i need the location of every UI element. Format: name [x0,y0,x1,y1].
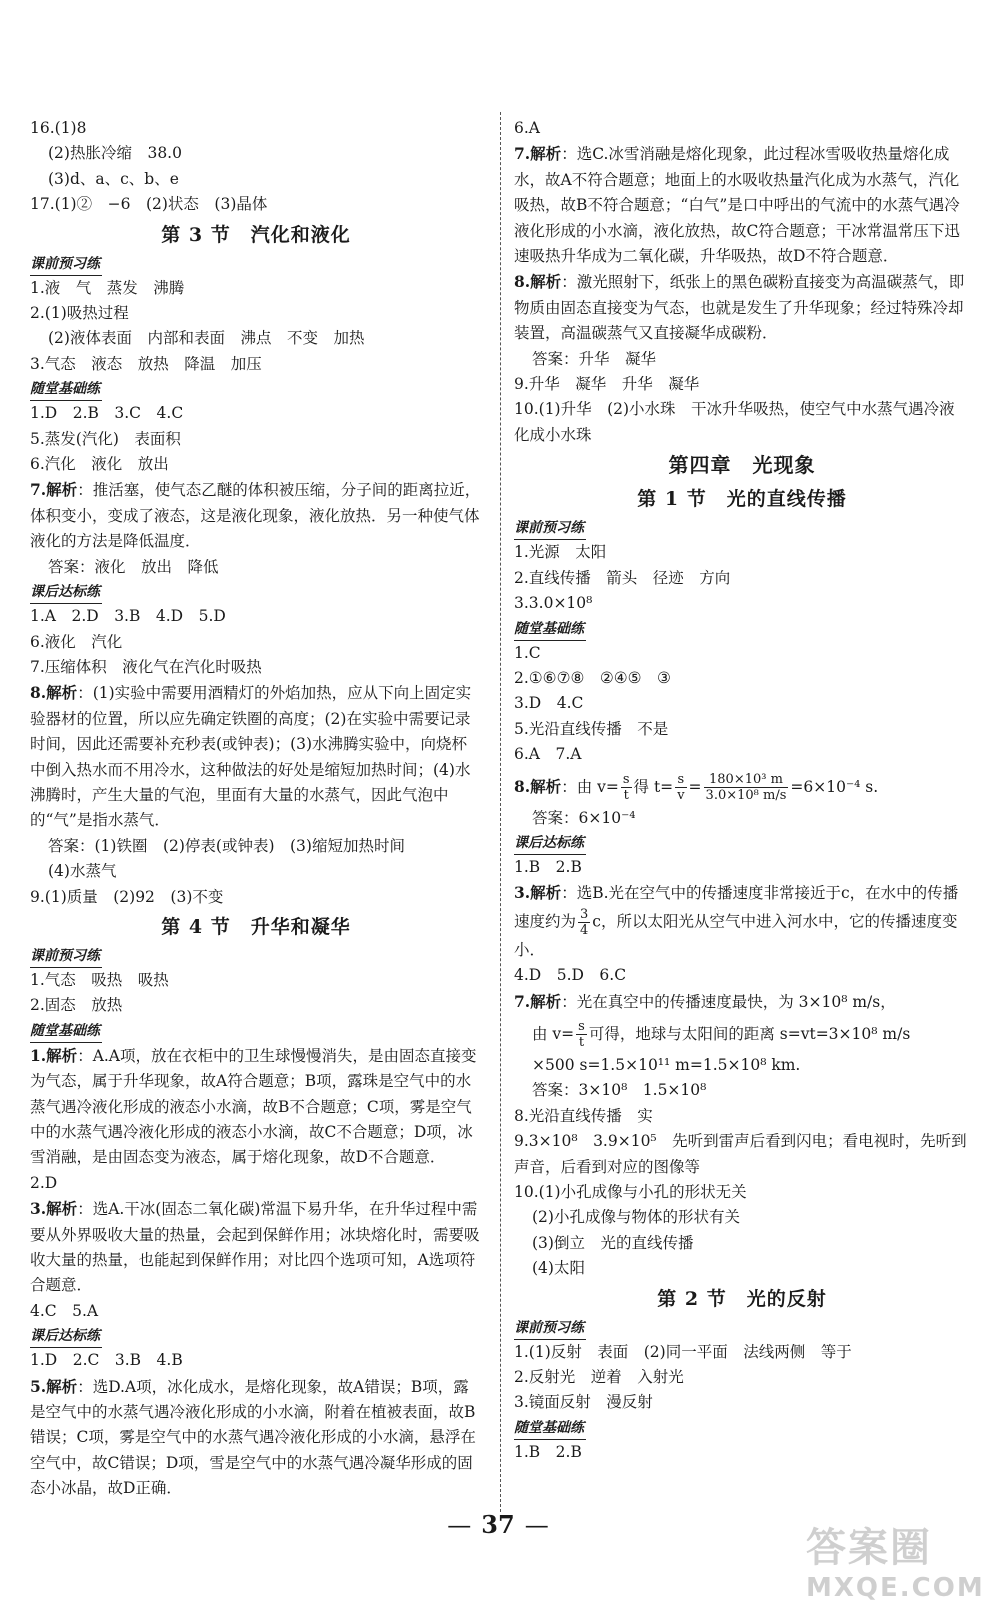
explanation: 7.解析：选C.冰雪消融是熔化现象，此过程冰雪吸收热量熔化成水，故A不符合题意；地面上的水吸收热量汽化成为水蒸气，汽化吸热，故B不符合题意；“白气”是口中呼出的气流中的水蒸气遇冷液化形成的小水滴，液化放热，故C符合题意；干冰常温常压下迅速吸热升华成为二氧化碳，升华吸热，故D不符合题意． [514,144,960,266]
answer-line: 7.压缩体积 液化气在汽化时吸热 [30,657,262,676]
answer-line: 1.(1)反射 表面 (2)同一平面 法线两侧 等于 [514,1342,852,1361]
explanation: 3.解析：选A.干冰(固态二氧化碳)常温下易升华，在升华过程中需要从外界吸收大量的热量，会起到保鲜作用；冰块熔化时，需要吸收大量的热量，也能起到保鲜作用；对比四个选项可知，A选项符合题意． [30,1199,480,1295]
answer-line: (4)水蒸气 [48,862,117,881]
page-number: 37 [481,1510,515,1539]
answer-line: 6.液化 汽化 [30,632,123,651]
answer-line: 2.固态 放热 [30,996,123,1015]
answer-line: 17.(1)② −6 (2)状态 (3)晶体 [30,195,268,214]
answer-line: 5.蒸发(汽化) 表面积 [30,429,181,448]
answer-line: 1.D 2.B 3.C 4.C [30,404,184,423]
explanation: 8.解析：激光照射下，纸张上的黑色碳粉直接变为高温碳蒸气，即物质由固态直接变为气态，也就是发生了升华现象；经过特殊冷却装置，高温碳蒸气又直接凝华成碳粉． [514,272,965,343]
answer-line: 16.(1)8 [30,119,87,137]
fraction: $\frac{s}{v}$ [677,772,685,804]
left-column [30,116,482,1502]
answer-line: (3)d、a、c、b、e [48,169,179,188]
answer-line: 3.镜面反射 漫反射 [514,1393,653,1412]
explanation: 1.解析：A.A项，放在衣柜中的卫生球慢慢消失，是由固态直接变为气态，属于升华现象，故A符合题意；B项，露珠是空气中的水蒸气遇冷液化形成的液态小水滴，故B不合题意；C项，雾是空气中的水蒸气遇冷液化形成的液态小水滴，故C不合题意；D项，冰雪消融，是由固态变为液态，属于熔化现象，故D不合题意． [30,1045,477,1167]
section-heading: 第 4 节 升华和凝华 [161,915,351,938]
answer-line: 2.D [30,1173,58,1192]
answer-line: 9.升华 凝华 升华 凝华 [514,375,700,394]
exercise-label: 随堂基础练 [30,378,102,401]
answer-line: 2.(1)吸热过程 [30,304,129,323]
answer-line: (2)液体表面 内部和表面 沸点 不变 加热 [48,329,365,348]
exercise-label: 课前预习练 [30,945,102,968]
fraction: $\frac{s}{t}$ [578,1019,585,1051]
answer-line: 1.B 2.B [514,1442,582,1461]
explanation: 7.解析：推活塞，使气态乙醚的体积被压缩，分子间的距离拉近，体积变小，变成了液态，这是液化现象，液化放热．另一种使气体液化的方法是降低温度． [30,480,481,551]
answer-line: 答案：3×10⁸ 1.5×10⁸ [532,1081,707,1100]
answer-line: 1.气态 吸热 吸热 [30,970,169,989]
answer-line: 10.(1)小孔成像与小孔的形状无关 [514,1183,747,1201]
answer-line: 4.C 5.A [30,1301,99,1320]
fraction: $\frac{\text{180×10³ m}}{\text{3.0×10⁸ m/s}}$ [705,772,787,804]
answer-line: 1.A 2.D 3.B 4.D 5.D [30,607,226,626]
fraction: $\frac{s}{t}$ [622,772,630,804]
answer-line: 3.气态 液态 放热 降温 加压 [30,354,262,373]
answer-line: (2)热胀冷缩 38.0 [48,144,182,163]
exercise-label: 随堂基础练 [514,1417,586,1440]
answer-line: 9.(1)质量 (2)92 (3)不变 [30,887,224,906]
answer-line: 1.光源 太阳 [514,543,607,562]
exercise-label: 课后达标练 [514,832,586,855]
answer-line: 1.液 气 蒸发 沸腾 [30,278,185,297]
explanation: 5.解析：选D.A项，冰化成水，是熔化现象，故A错误；B项，露是空气中的水蒸气遇冷液化形成的小水滴，附着在植被表面，故B错误；C项，雾是空气中的水蒸气遇冷液化形成的小水滴，悬浮在空气中，故C错误；D项，雪是空气中的水蒸气遇冷凝华形成的固态小冰晶，故D正确． [30,1376,476,1498]
answer-line: 1.C [514,643,541,662]
formula-line: 由 v= $\frac{s}{t}$ 可得，地球与太阳间的距离 s=vt=3×10⁸ m/s [532,1019,911,1051]
answer-line: 6.A [514,119,540,137]
answer-line: (3)倒立 光的直线传播 [532,1233,694,1252]
watermark-logo: 答案圈 MXQE.COM [806,1525,985,1603]
answer-line: 10.(1)升华 (2)小水珠 干冰升华吸热，使空气中水蒸气遇冷液化成小水珠 [514,400,955,444]
answer-line: 3.3.0×10⁸ [514,594,593,613]
answer-line: 6.汽化 液化 放出 [30,455,169,474]
exercise-label: 随堂基础练 [30,1020,102,1043]
answer-line: (2)小孔成像与物体的形状有关 [532,1208,740,1227]
fraction: $\frac{3}{4}$ [580,906,589,938]
footer-dash: — [447,1511,472,1539]
exercise-label: 随堂基础练 [514,618,586,641]
chapter-heading: 第四章 光现象 [668,453,816,478]
answer-line: (4)太阳 [532,1259,585,1278]
answer-line: 答案：升华 凝华 [532,349,657,368]
answer-line: 6.A 7.A [514,745,582,764]
answer-line: 9.3×10⁸ 3.9×10⁵ 先听到雷声后看到闪电；看电视时，先听到声音，后看到对应的图像等 [514,1132,967,1176]
answer-line: 答案：(1)铁圈 (2)停表(或钟表) (3)缩短加热时间 [48,836,405,855]
section-heading: 第 3 节 汽化和液化 [161,223,351,246]
explanation: 8.解析：(1)实验中需要用酒精灯的外焰加热，应从下向上固定实验器材的位置，所以应先确定铁圈的高度；(2)在实验中需要记录时间，因此还需要补充秒表(或钟表)；(3)水沸腾实验中，向烧杯中倒入热水而不用冷水，这种做法的好处是缩短加热时间；(4)水沸腾时，产生大量的气泡，里面有大量的水蒸气，因此气泡中的“气”是指水蒸气． [30,683,472,830]
answer-line: 1.D 2.C 3.B 4.B [30,1351,183,1370]
answer-line: 答案：6×10⁻⁴ [532,808,636,827]
section-heading: 第 2 节 光的反射 [657,1287,827,1310]
exercise-label: 课后达标练 [30,581,102,604]
answer-line: 8.光沿直线传播 实 [514,1106,653,1125]
footer-dash: — [524,1511,549,1539]
explanation: 3.解析：选B.光在空气中的传播速度非常接近于c，在水中的传播速度约为 $\frac{3}{4}$ c，所以太阳光从空气中进入河水中，它的传播速度变小． [514,883,959,959]
answer-line: 2.直线传播 箭头 径迹 方向 [514,568,731,587]
right-column [514,116,970,1465]
answer-line: 7.解析：光在真空中的传播速度最快，为 3×10⁸ m/s， [514,991,896,1011]
answer-line: 1.B 2.B [514,857,582,876]
answer-line: 4.D 5.D 6.C [514,966,627,985]
answer-line: 答案：液化 放出 降低 [48,557,219,576]
answer-line: 3.D 4.C [514,694,584,713]
section-heading: 第 1 节 光的直线传播 [637,488,847,511]
exercise-label: 课后达标练 [30,1325,102,1348]
exercise-label: 课前预习练 [514,1317,586,1340]
exercise-label: 课前预习练 [514,517,586,540]
answer-line: ×500 s=1.5×10¹¹ m=1.5×10⁸ km. [532,1055,801,1074]
answer-line: 2.反射光 逆着 入射光 [514,1368,684,1387]
column-divider [500,112,501,1512]
answer-line: 2.①⑥⑦⑧ ②④⑤ ③ [514,668,671,687]
exercise-label: 课前预习练 [30,253,102,276]
answer-line: 5.光沿直线传播 不是 [514,719,669,738]
formula-line: 8.解析：由 v= $\frac{s}{t}$ 得 t= $\frac{s}{v}$ = $\frac{\text{180×10³ m}}{\text{3.0×10⁸ m/s}}$ =6×10⁻⁴ s. [514,772,879,804]
